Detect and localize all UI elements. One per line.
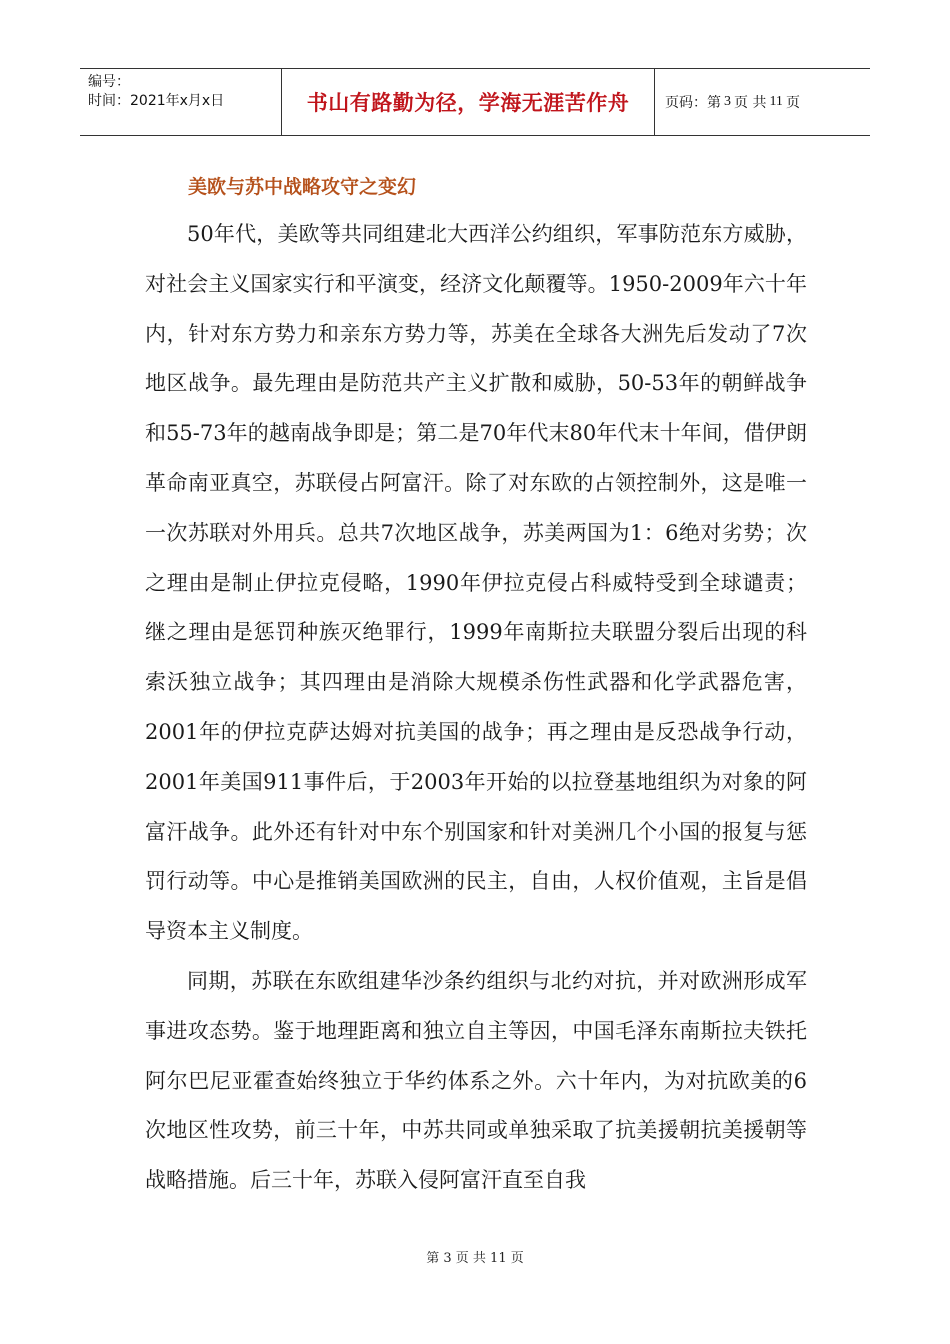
page-middle: 页 共 bbox=[734, 95, 767, 111]
document-time-label: 时间：2021年x月x日 bbox=[88, 93, 225, 109]
paragraph: 50年代，美欧等共同组建北大西洋公约组织，军事防范东方威胁，对社会主义国家实行和平演变，经济文化颠覆等。1950-2009年六十年内，针对东方势力和亲东方势力等，苏美在全球各大洲先后发动了7次地区战争。最先理由是防范共产主义扩散和威胁，50-53年的朝鲜战争和55-73年的越南战争即是；第二是70年代末80年代末十年间，借伊朗革命南亚真空，苏联侵占阿富汗。除了对东欧的占领控制外，这是唯一一次苏联对外用兵。总共7次地区战争，苏美两国为1：6绝对劣势；次之理由是制止伊拉克侵略，1990年伊拉克侵占科威特受到全球谴责；继之理由是惩罚种族灭绝罪行，1999年南斯拉夫联盟分裂后出现的科索沃独立战争；其四理由是消除大规模杀伤性武器和化学武器危害，2001年的伊拉克萨达姆对抗美国的战争；再之理由是反恐战争行动，2001年美国911事件后，于2003年开始的以拉登基地组织为对象的阿富汗战争。此外还有针对中东个别国家和针对美洲几个小国的报复与惩罚行动等。中心是推销美国欧洲的民主，自由，人权价值观，主旨是倡导资本主义制度。 bbox=[145, 222, 807, 944]
header-motto: 书山有路勤为径，学海无涯苦作舟 bbox=[282, 69, 655, 135]
document-number-label: 编号： bbox=[88, 74, 130, 90]
page-footer: 第 3 页 共 11 页 bbox=[426, 1251, 524, 1266]
page-prefix: 页码：第 bbox=[665, 95, 721, 111]
header-page-indicator bbox=[655, 69, 870, 135]
document-body bbox=[145, 210, 807, 1206]
page-header bbox=[80, 68, 870, 136]
page-suffix: 页 bbox=[785, 95, 800, 111]
header-meta-cell bbox=[80, 69, 282, 135]
page-total: 11 bbox=[769, 94, 783, 109]
page-current: 3 bbox=[724, 94, 731, 109]
document-title: 美欧与苏中战略攻守之变幻 bbox=[188, 176, 417, 198]
paragraph: 同期，苏联在东欧组建华沙条约组织与北约对抗，并对欧洲形成军事进攻态势。鉴于地理距离和独立自主等因，中国毛泽东南斯拉夫铁托阿尔巴尼亚霍查始终独立于华约体系之外。六十年内，为对抗欧美的6次地区性攻势，前三十年，中苏共同或单独采取了抗美援朝抗美援朝等战略措施。后三十年，苏联入侵阿富汗直至自我 bbox=[145, 968, 807, 1193]
